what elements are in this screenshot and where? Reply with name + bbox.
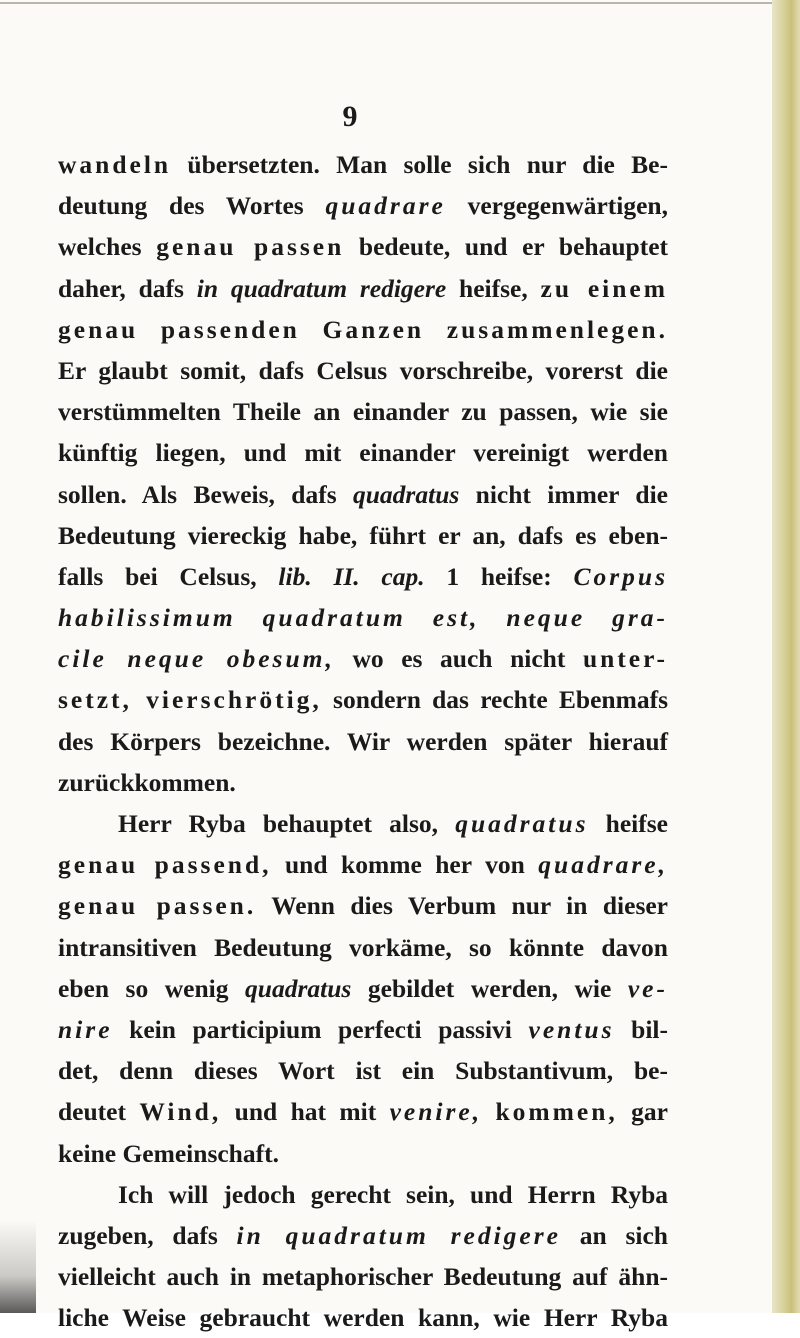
text-line: Herr Ryba behauptet also, quadratus heifse (118, 809, 668, 838)
text-line: Bedeutung viereckig habe, führt er an, dafs es eben- (58, 520, 668, 550)
text-line: welches genau passen bedeute, und er behauptet (58, 232, 669, 262)
text-line: Er glaubt somit, dafs Celsus vorschreibe, vorerst die (58, 355, 668, 385)
text-line: genau passenden Ganzen zusammenlegen. (58, 314, 668, 344)
binding-shadow (0, 1220, 36, 1313)
text-line: daher, dafs in quadratum redigere heifse, zu einem (58, 273, 668, 303)
text-line: deutung des Wortes quadrare vergegenwärtigen, (58, 191, 668, 221)
text-line: intransitiven Bedeutung vorkäme, so könnte davon (58, 932, 668, 962)
text-line: nire kein participium perfecti passivi ventus bil- (58, 1014, 668, 1044)
text-line: eben so wenig quadratus gebildet werden, wie ve- (58, 973, 668, 1003)
top-edge-rule (0, 2, 800, 4)
text-line: verstümmelten Theile an einander zu passen, wie sie (58, 397, 668, 427)
page-number: 9 (342, 100, 358, 133)
text-line: künftig liegen, und mit einander vereinigt werden (58, 438, 668, 468)
text-line: keine Gemeinschaft. (58, 1138, 279, 1168)
text-line: genau passend, und komme her von quadrare, (58, 850, 668, 880)
text-line: zugeben, dafs in quadratum redigere an sich (58, 1220, 668, 1250)
text-line: falls bei Celsus, lib. II. cap. 1 heifse: Corpus (58, 561, 668, 591)
text-line: deutet Wind, und hat mit venire, kommen, gar (58, 1097, 668, 1127)
text-line: liche Weise gebraucht werden kann, wie Herr Ryba (58, 1303, 668, 1333)
text-line: genau passen. Wenn dies Verbum nur in dieser (58, 891, 668, 921)
text-line: des Körpers bezeichne. Wir werden später hierauf (58, 726, 668, 756)
text-line: sollen. Als Beweis, dafs quadratus nicht immer die (58, 479, 668, 509)
text-line: zurückkommen. (58, 767, 236, 797)
text-line: Ich will jedoch gerecht sein, und Herrn Ryba (118, 1179, 668, 1209)
page-edge-stain (772, 0, 800, 1313)
text-line: habilissimum quadratum est, neque gra- (58, 603, 668, 633)
text-line: vielleicht auch in metaphorischer Bedeutung auf ähn- (58, 1262, 668, 1292)
body-text (58, 144, 668, 1338)
text-line: det, denn dieses Wort ist ein Substantivum, be- (58, 1056, 668, 1086)
text-line: wandeln übersetzten. Man solle sich nur die Be- (58, 150, 668, 179)
text-line: cile neque obesum, wo es auch nicht unter- (58, 644, 668, 674)
text-line: setzt, vierschrötig, sondern das rechte Ebenmafs (58, 685, 668, 715)
